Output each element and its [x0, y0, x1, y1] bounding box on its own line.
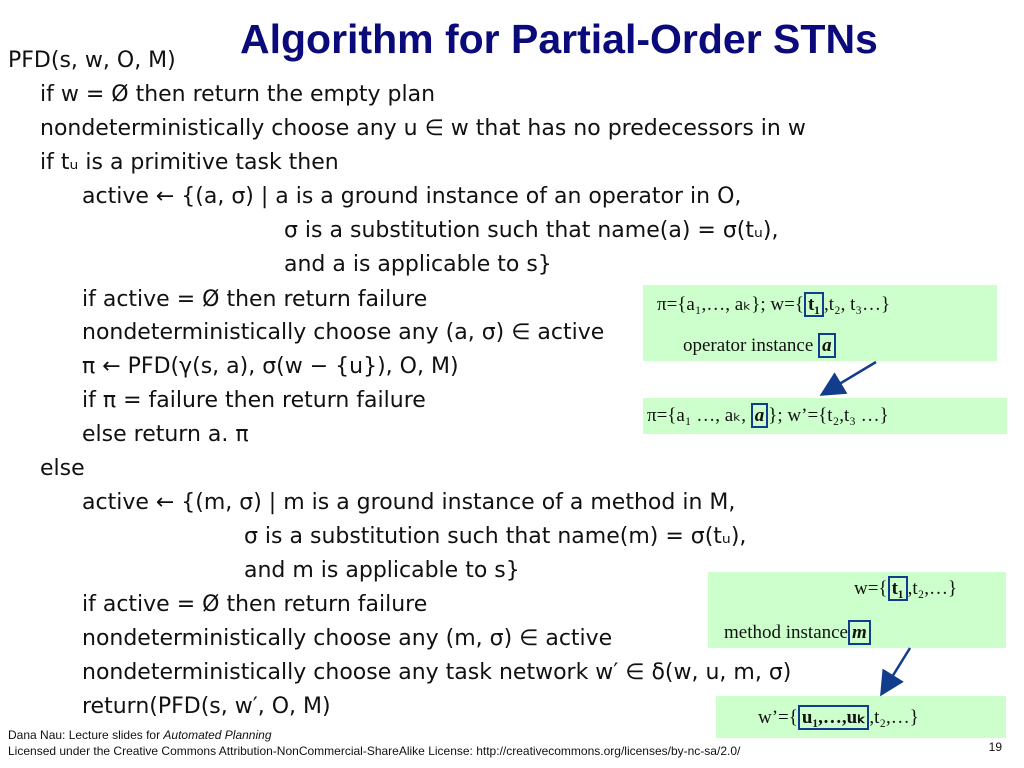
algo-line: if tᵤ is a primitive task then: [40, 150, 339, 175]
remaining-tasks-text: ,t₂,…}: [869, 707, 919, 728]
algo-line: if active = Ø then return failure: [82, 287, 428, 312]
task-set-text: w’={: [758, 707, 798, 728]
footer-license: Licensed under the Creative Commons Attribution-NonCommercial-ShareAlike License: http://creativecommons.org/licenses/by-nc-sa/2.0/: [8, 744, 741, 758]
algo-line: and m is applicable to s}: [244, 558, 520, 583]
algo-line: π ← PFD(γ(s, a), σ(w − {u}), O, M): [82, 354, 459, 379]
plan-set-text: π={a₁,…, aₖ}; w={: [657, 294, 804, 315]
arrow-method: [884, 648, 910, 690]
algo-line: nondeterministically choose any (a, σ) ∈ active: [82, 320, 605, 345]
algo-line: return(PFD(s, w′, O, M): [82, 694, 331, 719]
algo-line: σ is a substitution such that name(a) = σ(tᵤ),: [284, 218, 779, 243]
algo-line: else: [40, 456, 85, 481]
algo-line: nondeterministically choose any (m, σ) ∈ active: [82, 626, 613, 651]
algo-line: nondeterministically choose any u ∈ w that has no predecessors in w: [40, 116, 806, 141]
page-number: 19: [988, 740, 1002, 754]
algo-line: nondeterministically choose any task network w′ ∈ δ(w, u, m, σ): [82, 660, 792, 685]
highlight-operator: a: [818, 333, 836, 358]
plan-set-text: π={a₁ …, aₖ,: [647, 405, 747, 426]
algo-line-signature: PFD(s, w, O, M): [8, 48, 176, 73]
highlight-task: t₁: [888, 576, 908, 601]
remaining-tasks-text: ,t₂,…}: [907, 578, 958, 599]
algo-line: and a is applicable to s}: [284, 252, 552, 277]
algo-line: if π = failure then return failure: [82, 388, 426, 413]
algo-line: if active = Ø then return failure: [82, 592, 428, 617]
footer-credit: Dana Nau: Lecture slides for Automated Planning: [8, 728, 272, 742]
remaining-tasks-text: ,t₂, t₃…}: [824, 294, 891, 315]
algo-line: active ← {(a, σ) | a is a ground instance of an operator in O,: [82, 184, 742, 209]
remaining-tasks-text: }; w’={t₂,t₃ …}: [768, 405, 889, 426]
task-set-text: w={: [854, 578, 888, 599]
algo-line: if w = Ø then return the empty plan: [40, 82, 436, 107]
operator-instance-label: operator instance: [683, 335, 814, 356]
highlight-task: t₁: [804, 292, 824, 317]
algo-line: σ is a substitution such that name(m) = σ(tᵤ),: [244, 524, 747, 549]
algo-line: active ← {(m, σ) | m is a ground instance of a method in M,: [82, 490, 736, 515]
highlight-method: m: [848, 620, 871, 645]
algo-line: else return a. π: [82, 422, 249, 447]
arrow-operator: [826, 362, 876, 392]
highlight-operator: a: [751, 403, 769, 428]
method-instance-label: method instance: [724, 622, 848, 643]
slide-title: Algorithm for Partial-Order STNs: [240, 16, 878, 62]
highlight-subtasks: u₁,…,uₖ: [798, 705, 869, 730]
